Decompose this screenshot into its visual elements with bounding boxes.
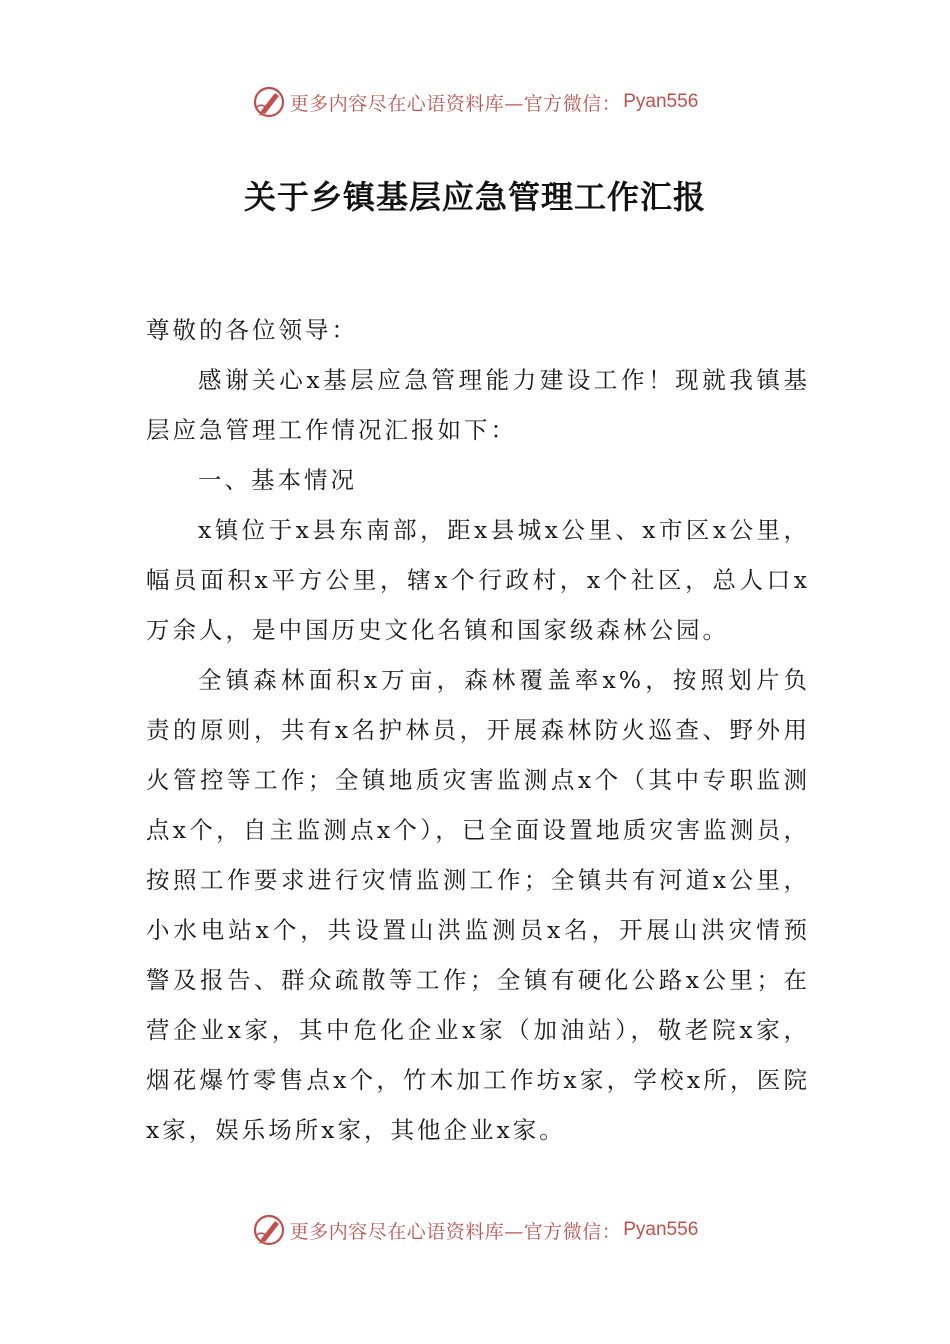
watermark-wechat-id: Pyan556 (623, 1219, 699, 1240)
watermark-text: 更多内容尽在心语资料库—官方微信： (289, 1220, 622, 1243)
pen-logo-icon (252, 1213, 286, 1247)
paragraph-resources-details: 全镇森林面积x万亩，森林覆盖率x%，按照划片负责的原则，共有x名护林员，开展森林防火巡查、野外用火管控等工作；全镇地质灾害监测点x个（其中专职监测点x个，自主监测点x个），已全面设置地质灾害监测员，按照工作要求进行灾情监测工作；全镇共有河道x公里，小水电站x个，共设置山洪监测员x名，开展山洪灾情预警及报告、群众疏散等工作；全镇有硬化公路x公里；在营企业x家，其中危化企业x家（加油站），敬老院x家，烟花爆竹零售点x个，竹木加工作坊x家，学校x所，医院x家，娱乐场所x家，其他企业x家。 (146, 666, 810, 1144)
watermark-text: 更多内容尽在心语资料库—官方微信： (289, 92, 622, 115)
paragraph-town-overview: x镇位于x县东南部，距x县城x公里、x市区x公里，幅员面积x平方公里，辖x个行政村，x个社区，总人口x万余人，是中国历史文化名镇和国家级森林公园。 (146, 516, 810, 644)
section-heading-basic-situation: 一、基本情况 (198, 466, 357, 494)
salutation: 尊敬的各位领导： (146, 316, 358, 344)
watermark-wechat-id: Pyan556 (623, 91, 699, 112)
document-title: 关于乡镇基层应急管理工作汇报 (243, 178, 706, 216)
pen-logo-icon (252, 85, 286, 119)
footer-watermark-banner (0, 1210, 950, 1250)
header-watermark-banner (0, 82, 950, 122)
document-body (146, 305, 810, 1155)
paragraph-intro: 感谢关心x基层应急管理能力建设工作！现就我镇基层应急管理工作情况汇报如下： (146, 366, 810, 444)
